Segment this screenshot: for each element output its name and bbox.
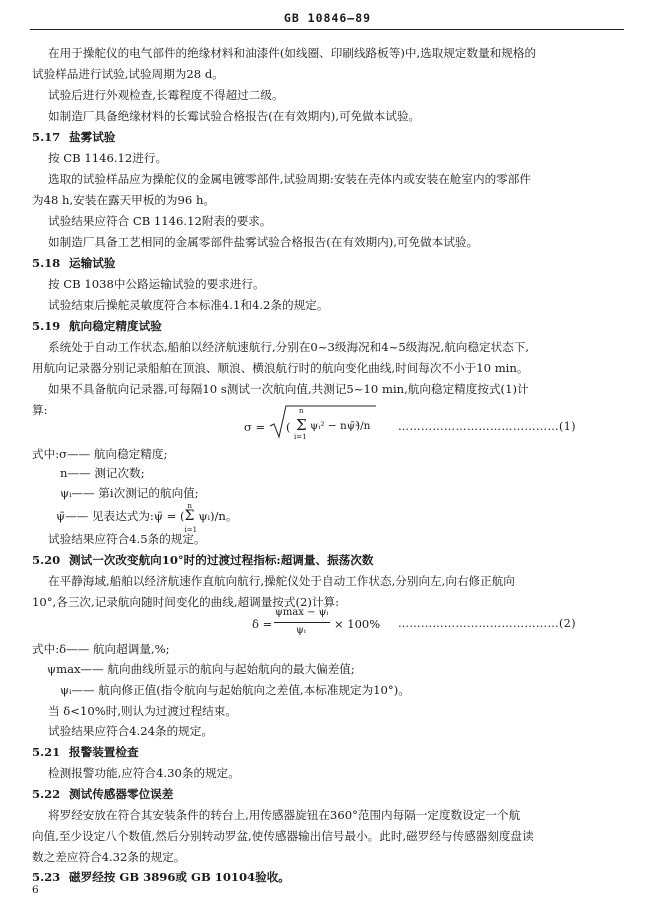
section-title: 磁罗经按 GB 3896或 GB 10104验收。 (69, 870, 290, 884)
paragraph-line: 系统处于自动工作状态,船舶以经济航速航行,分别在0~3级海况和4~5级海况,航向稳定状态下, (48, 340, 530, 354)
header-standard-number: GB 10846—89 (283, 11, 372, 25)
paragraph-line: 10°,各三次,记录航向随时间变化的曲线,超调量按式(2)计算: (32, 595, 339, 609)
where-line: n—— 测记次数; (60, 466, 145, 480)
paragraph-line: 算: (32, 403, 48, 417)
sum-lower-limit: i=1 (294, 433, 307, 441)
paragraph-line: 当 δ<10%时,则认为过渡过程结束。 (48, 704, 237, 718)
section-title: 航向稳定精度试验 (69, 319, 162, 333)
paragraph-line: 试验后进行外观检查,长霉程度不得超过二级。 (48, 88, 284, 102)
header-rule (30, 29, 624, 30)
paragraph-line: 在用于操舵仪的电气部件的绝缘材料和油漆件(如线圈、印刷线路板等)中,选取规定数量和规格的 (48, 46, 537, 60)
paragraph-line: 按 CB 1038中公路运输试验的要求进行。 (48, 277, 265, 291)
where-line: ψᵢ—— 第i次测记的航向值; (60, 486, 199, 500)
section-heading-5-21 (32, 745, 139, 759)
section-heading-5-23 (32, 870, 290, 884)
section-heading-5-19 (32, 319, 162, 333)
sum-upper-limit: n (299, 407, 304, 415)
equation-number-2: ……………………………………(2) (398, 617, 577, 630)
paragraph-line: 选取的试验样品应为操舵仪的金属电镀零部件,试验周期:安装在壳体内或安装在舱室内的零部件 (48, 172, 531, 186)
where-line: ψᵢ—— 航向修正值(指令航向与起始航向之差值,本标准规定为10°)。 (60, 683, 410, 697)
summation-icon: Σ (184, 508, 195, 524)
paragraph-line: 数之差应符合4.32条的规定。 (32, 850, 186, 864)
paragraph-line: 如果不具备航向记录器,可每隔10 s测试一次航向值,共测记5~10 min,航向稳定精度按式(1)计 (48, 382, 529, 396)
section-number: 5.19 (32, 319, 61, 333)
paragraph-line: 向值,至少设定八个数值,然后分别转动罗盆,使传感器输出信号最小。此时,磁罗经与传感器刻度盘读 (32, 829, 534, 843)
section-number: 5.22 (32, 787, 61, 801)
summation-icon: Σ (296, 416, 307, 434)
where-line: ψmax—— 航向曲线所显示的航向与起始航向的最大偏差值; (47, 662, 355, 676)
formula-lhs: σ = (244, 420, 266, 434)
formula-tail: )/n (356, 420, 371, 432)
paragraph-line: 按 CB 1146.12进行。 (48, 151, 168, 165)
mean-definition-prefix: ψ̄—— 见表达式为:ψ̄ = ( (56, 509, 185, 523)
section-title: 测试一次改变航向10°时的过渡过程指标:超调量、振荡次数 (69, 553, 374, 567)
section-number: 5.20 (32, 553, 61, 567)
paragraph-line: 试验样品进行试验,试验周期为28 d。 (32, 67, 224, 81)
section-number: 5.17 (32, 130, 61, 144)
section-heading-5-22 (32, 787, 173, 801)
formula-open-paren: ( (286, 420, 291, 434)
section-title: 运输试验 (69, 256, 116, 270)
section-heading-5-18 (32, 256, 115, 270)
paragraph-line: 在平静海域,船舶以经济航速作直航向航行,操舵仪处于自动工作状态,分别向左,向右修正航向 (48, 574, 515, 588)
where-line-mean (56, 502, 238, 534)
section-heading-5-17 (32, 130, 115, 144)
formula-tail: × 100% (334, 617, 381, 631)
section-title: 报警装置检查 (69, 745, 139, 759)
equation-number-1: ……………………………………(1) (398, 420, 577, 433)
paragraph-line: 试验结束后操舵灵敏度符合本标准4.1和4.2条的规定。 (48, 298, 329, 312)
section-number: 5.18 (32, 256, 61, 270)
paragraph-line: 如制造厂具备工艺相同的金属零部件盐雾试验合格报告(在有效期内),可免做本试验。 (48, 235, 479, 249)
paragraph-line: 将罗经安放在符合其安装条件的转台上,用传感器旋钮在360°范围内每隔一定度数设定一个航 (48, 808, 521, 822)
paragraph-line: 检测报警功能,应符合4.30条的规定。 (48, 766, 240, 780)
formula-terms: ψᵢ² − nψ̄² (310, 420, 360, 432)
formula-lhs: δ = (252, 617, 273, 631)
section-number: 5.21 (32, 745, 61, 759)
section-number: 5.23 (32, 870, 61, 884)
page-number: 6 (32, 884, 39, 896)
where-line: 式中:σ—— 航向稳定精度; (32, 447, 168, 461)
fraction-denominator: ψᵢ (296, 625, 306, 636)
sum-upper-limit: n (187, 502, 193, 510)
section-title: 测试传感器零位误差 (69, 787, 174, 801)
mean-definition-suffix: ψᵢ)/n。 (198, 509, 238, 523)
sum-lower-limit: i=1 (184, 526, 198, 534)
paragraph-line: 如制造厂具备绝缘材料的长霉试验合格报告(在有效期内),可免做本试验。 (48, 109, 421, 123)
section-heading-5-20 (32, 553, 373, 567)
paragraph-line: 为48 h,安装在露天甲板的为96 h。 (32, 193, 216, 207)
paragraph-line: 试验结果应符合4.5条的规定。 (48, 532, 206, 546)
where-line: 式中:δ—— 航向超调量,%; (32, 642, 170, 656)
section-title: 盐雾试验 (69, 130, 116, 144)
paragraph-line: 试验结果应符合 CB 1146.12附表的要求。 (48, 214, 272, 228)
fraction-numerator: ψmax − ψᵢ (275, 607, 329, 618)
fraction-bar (274, 622, 330, 623)
paragraph-line: 试验结果应符合4.24条的规定。 (48, 724, 213, 738)
paragraph-line: 用航向记录器分别记录船舶在顶浪、顺浪、横浪航行时的航向变化曲线,时间每次不小于10 min。 (32, 361, 529, 375)
